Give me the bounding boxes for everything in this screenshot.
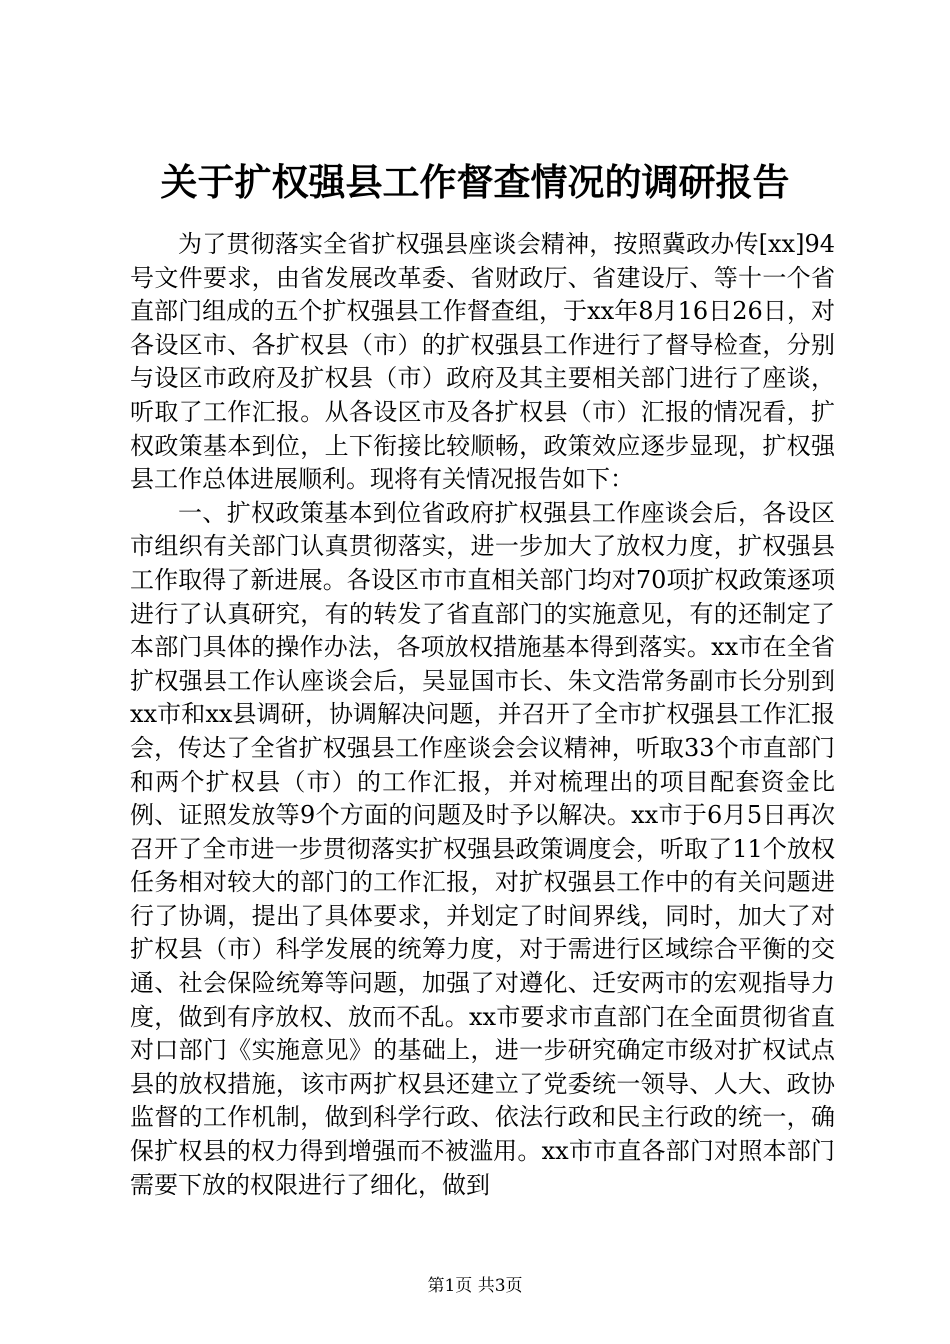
page-footer: 第1页 共3页 xyxy=(427,1276,523,1296)
paragraph-intro: 为了贯彻落实全省扩权强县座谈会精神，按照冀政办传[xx]94号文件要求，由省发展改革委、省财政厅、省建设厅、等十一个省直部门组成的五个扩权强县工作督查组，于xx年8月16日26日，对各设区市、各扩权县（市）的扩权强县工作进行了督导检查，分别与设区市政府及扩权县（市）政府及其主要相关部门进行了座谈，听取了工作汇报。从各设区市及各扩权县（市）汇报的情况看，扩权政策基本到位，上下衔接比较顺畅，政策效应逐步显现，扩权强县工作总体进展顺利。现将有关情况报告如下： xyxy=(130,230,835,494)
document-body xyxy=(130,228,835,1202)
document-title: 关于扩权强县工作督查情况的调研报告 xyxy=(160,160,790,204)
paragraph-section-one: 一、扩权政策基本到位省政府扩权强县工作座谈会后，各设区市组织有关部门认真贯彻落实，进一步加大了放权力度，扩权强县工作取得了新进展。各设区市市直相关部门均对70项扩权政策逐项进行了认真研究，有的转发了省直部门的实施意见，有的还制定了本部门具体的操作办法，各项放权措施基本得到落实。xx市在全省扩权强县工作认座谈会后，吴显国市长、朱文浩常务副市长分别到xx市和xx县调研，协调解决问题，并召开了全市扩权强县工作汇报会，传达了全省扩权强县工作座谈会会议精神，听取33个市直部门和两个扩权县（市）的工作汇报，并对梳理出的项目配套资金比例、证照发放等9个方面的问题及时予以解决。xx市于6月5日再次召开了全市进一步贯彻落实扩权强县政策调度会，听取了11个放权任务相对较大的部门的工作汇报，对扩权强县工作中的有关问题进行了协调，提出了具体要求，并划定了时间界线，同时，加大了对扩权县（市）科学发展的统筹力度，对于需进行区域综合平衡的交通、社会保险统筹等问题，加强了对遵化、迁安两市的宏观指导力度，做到有序放权、放而不乱。xx市要求市直部门在全面贯彻省直对口部门《实施意见》的基础上，进一步研究确定市级对扩权试点县的放权措施，该市两扩权县还建立了党委统一领导、人大、政协监督的工作机制，做到科学行政、依法行政和民主行政的统一，确保扩权县的权力得到增强而不被滥用。xx市市直各部门对照本部门需要下放的权限进行了细化，做到 xyxy=(130,498,835,1199)
